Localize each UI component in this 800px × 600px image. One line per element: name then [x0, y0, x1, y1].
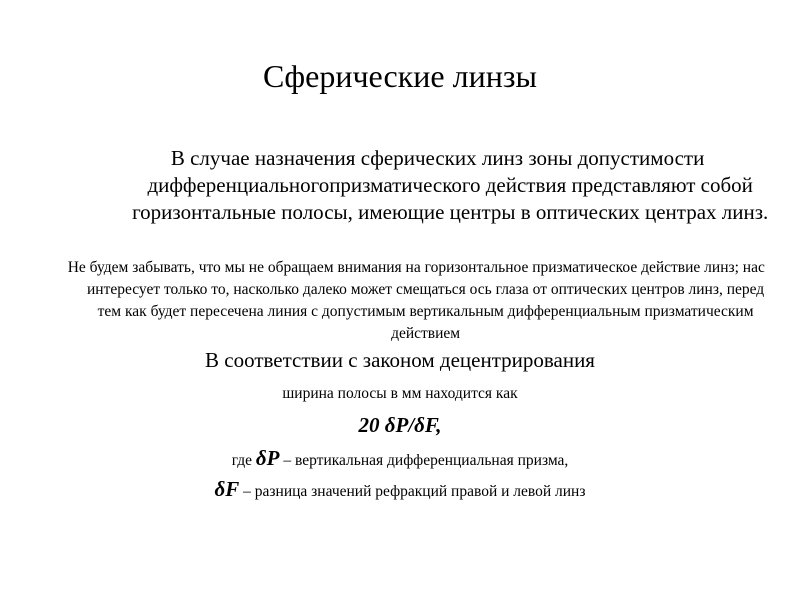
decentration-law-line: В соответствии с законом децентрирования [205, 348, 595, 372]
deltaF-definition: – разница значений рефракций правой и левой линз [243, 483, 586, 500]
paragraph-note: Не будем забывать, что мы не обращаем внимания на горизонтальное призматическое действие линз; нас интересует только то, насколько далеко может смещаться ось глаза от оптических центров линз, перед тем как будет пересечена линия с допустимым вертикальным дифференциальным призматическим действием [67, 259, 765, 342]
deltaF-symbol: δF [214, 477, 240, 501]
formula: 20 δP/δF, [358, 413, 442, 437]
band-width-line: ширина полосы в мм находится как [282, 385, 518, 402]
where-prefix: где [231, 452, 253, 469]
where-deltaP-line [0, 446, 800, 473]
slide-title: Сферические линзы [263, 58, 537, 94]
deltaP-definition: – вертикальная дифференциальная призма, [283, 452, 569, 469]
deltaF-line [0, 477, 800, 504]
paragraph-spherical-zones: В случае назначения сферических линз зоны допустимости дифференциальногопризматического действия представляют собой горизонтальные полосы, имеющие центры в оптических центрах линз. [132, 146, 769, 224]
deltaP-symbol: δP [255, 446, 280, 470]
